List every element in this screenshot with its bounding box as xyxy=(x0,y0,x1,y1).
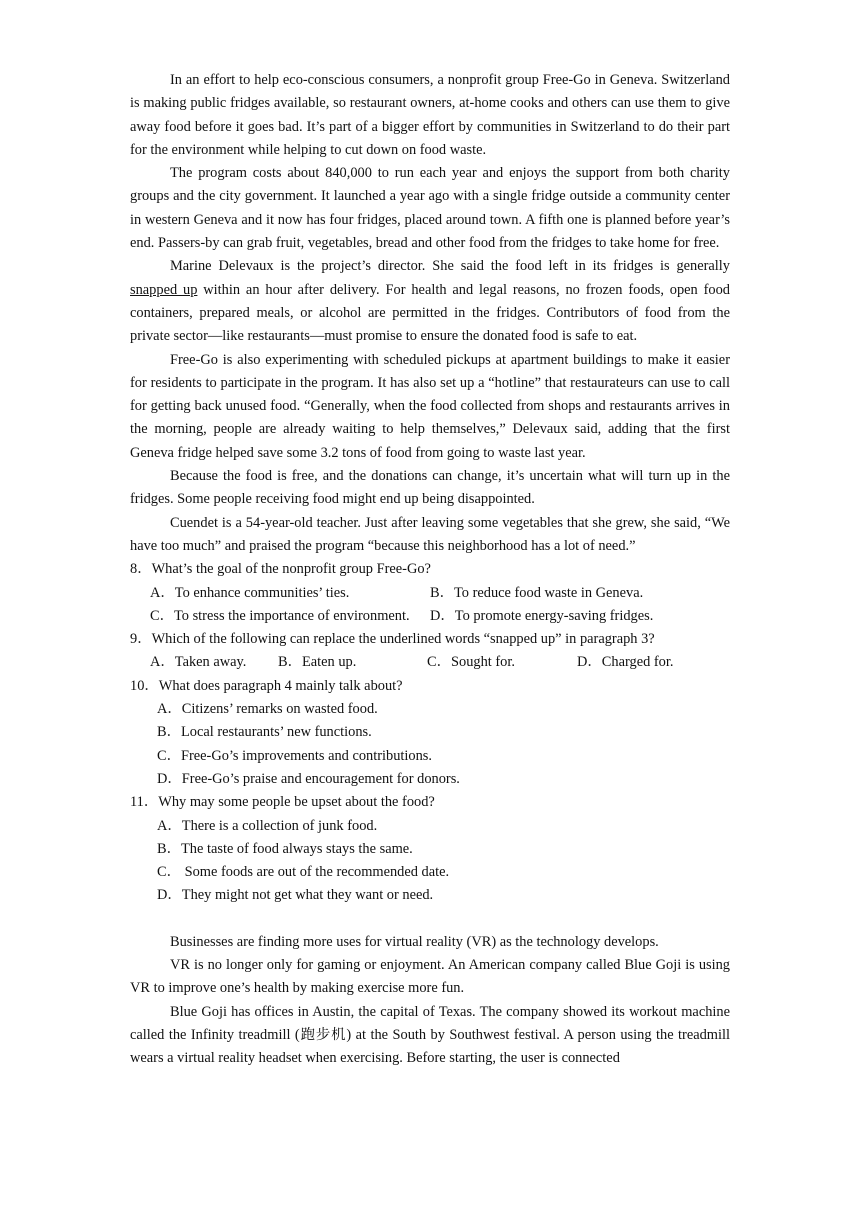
section-gap xyxy=(130,908,730,931)
document-page xyxy=(130,69,730,1070)
question-11-stem: 11．Why may some people be upset about the food? xyxy=(130,794,435,811)
passage1-paragraph-2: The program costs about 840,000 to run each year and enjoys the support from both charity groups and the city government. It launched a year ago with a single fridge outside a community center in western Geneva and it now has four fridges, placed around town. A fifth one is planned before year’s end. Passers-by can grab fruit, vegetables, bread and other food from the fridges to take home for free. xyxy=(130,165,730,252)
question-11-option-b: B．The taste of food always stays the same. xyxy=(157,840,413,857)
question-8-option-c: C．To stress the importance of environment. xyxy=(150,607,410,624)
paragraph-3-text-after: within an hour after delivery. For health and legal reasons, no frozen foods, open food containers, prepared meals, or alcohol are permitted in the fridges. Contributors of food from the private sector—like restaurants—must promise to ensure the donated food is safe to eat. xyxy=(130,281,730,345)
question-8-options-row-2 xyxy=(130,605,730,628)
question-10-option-c: C．Free-Go’s improvements and contributions. xyxy=(157,747,432,764)
passage1-paragraph-1: In an effort to help eco-conscious consumers, a nonprofit group Free-Go in Geneva. Switzerland is making public fridges available, so restaurant owners, at-home cooks and others can use them to give away food before it goes bad. It’s part of a bigger effort by communities in Switzerland to do their part for the environment while helping to cut down on food waste. xyxy=(130,72,730,158)
question-9-option-a: A．Taken away. xyxy=(150,654,247,671)
passage2-paragraph-1: Businesses are finding more uses for virtual reality (VR) as the technology develops. xyxy=(170,933,659,950)
passage2-paragraph-3: Blue Goji has offices in Austin, the capital of Texas. The company showed its workout machine called the Infinity treadmill (跑步机) at the South by Southwest festival. A person using the treadmill wears a virtual reality headset when exercising. Before starting, the user is connected xyxy=(130,1003,730,1067)
question-9-option-d: D．Charged for. xyxy=(577,654,674,671)
passage1-paragraph-4: Free-Go is also experimenting with scheduled pickups at apartment buildings to make it easier for residents to participate in the program. It has also set up a “hotline” that restaurateurs can use to call for getting back unused food. “Generally, when the food collected from shops and restaurants arrives in the morning, people are already waiting to help themselves,” Delevaux said, adding that the first Geneva fridge helped save some 3.2 tons of food from going to waste last year. xyxy=(130,351,730,461)
question-10-option-a: A．Citizens’ remarks on wasted food. xyxy=(157,701,378,718)
passage1-paragraph-3 xyxy=(130,255,730,348)
question-10-stem: 10．What does paragraph 4 mainly talk about? xyxy=(130,677,403,694)
question-10-option-d: D．Free-Go’s praise and encouragement for donors. xyxy=(157,770,460,787)
underlined-phrase: snapped up xyxy=(130,281,198,298)
question-11-option-a: A．There is a collection of junk food. xyxy=(157,817,378,834)
question-11-option-c: C． Some foods are out of the recommended date. xyxy=(157,864,450,881)
question-8-option-b: B．To reduce food waste in Geneva. xyxy=(430,584,644,601)
question-8-stem: 8．What’s the goal of the nonprofit group Free-Go? xyxy=(130,561,431,578)
question-9-option-c: C．Sought for. xyxy=(427,654,515,671)
question-9-options-row xyxy=(130,651,730,674)
question-9-option-b: B．Eaten up. xyxy=(278,654,357,671)
question-10-option-b: B．Local restaurants’ new functions. xyxy=(157,724,372,741)
question-11-option-d: D．They might not get what they want or need. xyxy=(157,887,434,904)
question-8-options-row-1 xyxy=(130,582,730,605)
question-8-option-d: D．To promote energy-saving fridges. xyxy=(430,607,654,624)
passage1-paragraph-6: Cuendet is a 54-year-old teacher. Just after leaving some vegetables that she grew, she said, “We have too much” and praised the program “because this neighborhood has a lot of need.” xyxy=(130,514,730,554)
question-9-stem: 9．Which of the following can replace the underlined words “snapped up” in paragraph 3? xyxy=(130,631,655,648)
question-8-option-a: A．To enhance communities’ ties. xyxy=(150,584,350,601)
passage1-paragraph-5: Because the food is free, and the donations can change, it’s uncertain what will turn up in the fridges. Some people receiving food might end up being disappointed. xyxy=(130,468,730,508)
passage2-paragraph-2: VR is no longer only for gaming or enjoyment. An American company called Blue Goji is using VR to improve one’s health by making exercise more fun. xyxy=(130,956,730,997)
paragraph-3-text-before: Marine Delevaux is the project’s director. She said the food left in its fridges is generally xyxy=(170,258,730,275)
